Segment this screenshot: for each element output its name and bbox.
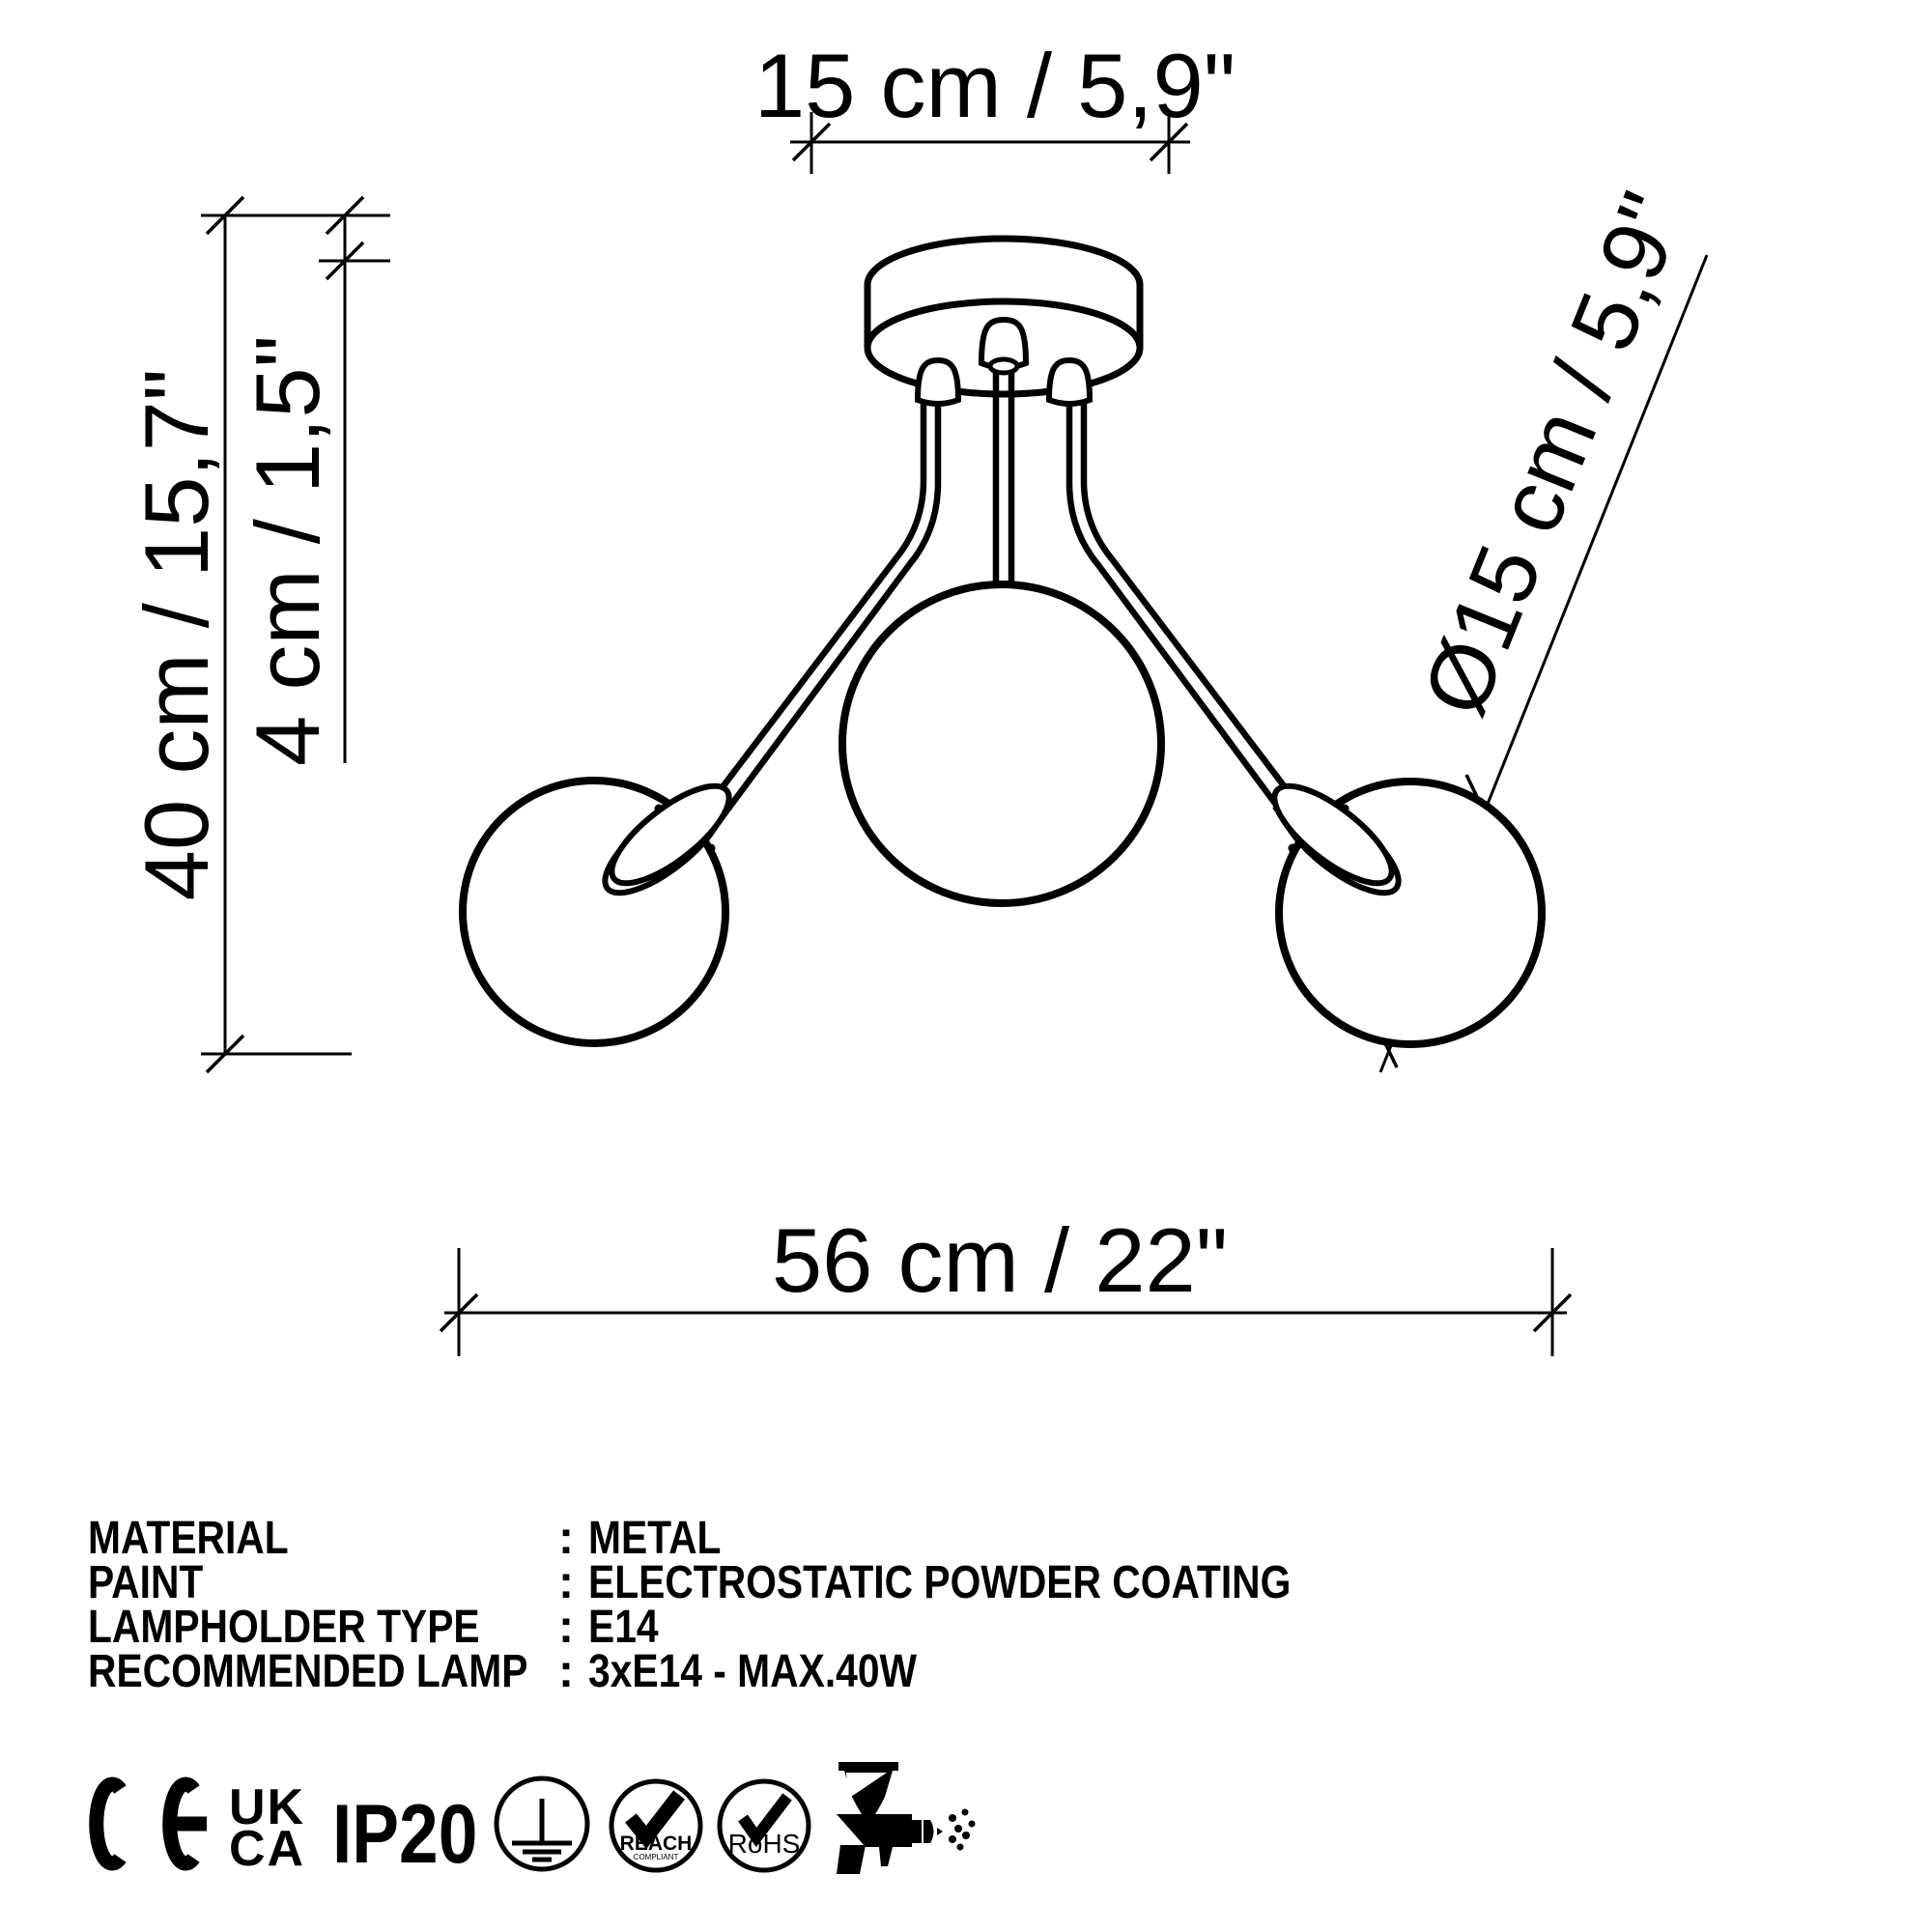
spec-label: MATERIAL — [88, 1512, 289, 1564]
dim-label-globe-diameter: Ø15 cm / 5,9" — [1403, 179, 1704, 729]
spec-value: E14 — [588, 1601, 659, 1653]
ukca-mark-icon — [229, 1779, 305, 1877]
rohs-text: RoHS — [727, 1829, 801, 1859]
rohs-badge-icon — [720, 1781, 809, 1870]
ukca-bottom-text: CA — [229, 1821, 306, 1877]
center-globe — [842, 584, 1161, 903]
spec-separator: : — [558, 1513, 574, 1564]
protective-earth-icon — [497, 1778, 587, 1869]
spec-value: METAL — [588, 1512, 722, 1564]
dim-label-total-width: 56 cm / 22" — [771, 1209, 1229, 1311]
spec-separator: : — [558, 1557, 574, 1608]
ip20-rating: IP20 — [332, 1787, 478, 1881]
dim-label-total-height: 40 cm / 15,7" — [126, 368, 227, 901]
lamp-illustration — [463, 239, 1542, 1044]
reach-sub-text: COMPLIANT — [633, 1853, 679, 1861]
certification-row — [97, 1762, 976, 1880]
spec-row — [88, 1646, 917, 1697]
reach-text: REACH — [619, 1833, 693, 1855]
spec-label: PAINT — [88, 1556, 204, 1608]
spec-value: 3xE14 - MAX.40W — [588, 1645, 918, 1697]
spec-label: LAMPHOLDER TYPE — [88, 1601, 480, 1653]
spec-value: ELECTROSTATIC POWDER COATING — [588, 1556, 1292, 1608]
dim-label-canopy-width: 15 cm / 5,9" — [753, 35, 1236, 136]
spec-label: RECOMMENDED LAMP — [88, 1645, 528, 1697]
spec-separator: : — [558, 1646, 574, 1697]
reach-compliant-badge-icon — [611, 1781, 700, 1870]
dim-label-canopy-height: 4 cm / 1,5" — [237, 334, 338, 767]
spec-table — [88, 1513, 1291, 1697]
ce-mark-icon — [97, 1784, 207, 1863]
ukca-top-text: UK — [229, 1779, 306, 1835]
spray-gun-icon — [837, 1762, 976, 1874]
spec-separator: : — [558, 1602, 574, 1653]
